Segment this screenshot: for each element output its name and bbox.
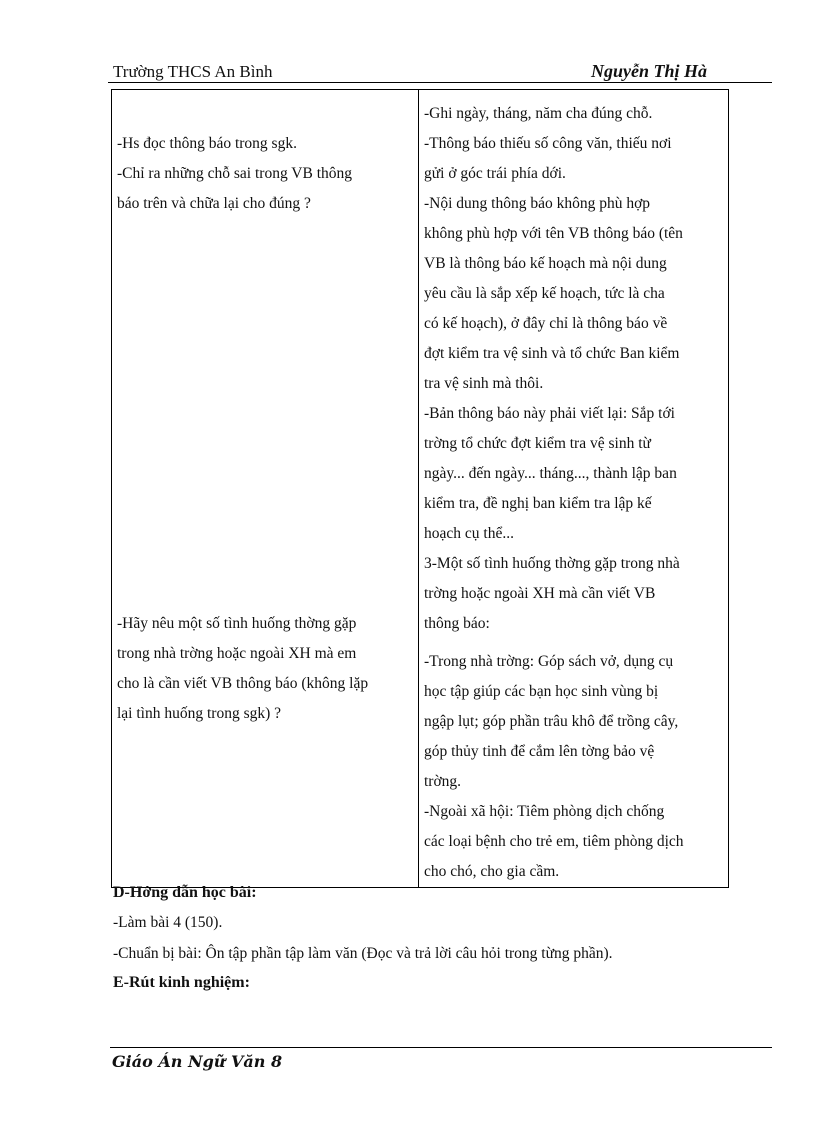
right-line: yêu cầu là sắp xếp kế hoạch, tức là cha — [424, 285, 665, 302]
left-line: -Chỉ ra những chỗ sai trong VB thông — [117, 165, 352, 182]
section-d-item: -Làm bài 4 (150). — [113, 914, 223, 931]
right-line: kiểm tra, đề nghị ban kiểm tra lập kế — [424, 495, 652, 512]
right-line: -Nội dung thông báo không phù hợp — [424, 195, 651, 212]
right-line: thông báo: — [424, 615, 490, 632]
page-footer: Giáo Án Ngữ Văn 8 — [112, 1052, 283, 1071]
right-line: -Bản thông báo này phải viết lại: Sắp tới — [424, 405, 675, 422]
left-line: trong nhà trờng hoặc ngoài XH mà em — [117, 645, 357, 662]
right-line: -Thông báo thiếu số công văn, thiếu nơi — [424, 135, 672, 152]
page-header — [113, 52, 707, 82]
right-line: không phù hợp với tên VB thông báo (tên — [424, 225, 683, 242]
right-line: hoạch cụ thể... — [424, 525, 514, 542]
left-line: lại tình huống trong sgk) ? — [117, 705, 282, 722]
left-line: -Hãy nêu một số tình huống thờng gặp — [117, 615, 357, 632]
left-line: cho là cần viết VB thông báo (không lặp — [117, 675, 369, 692]
section-d-title: D-Hớng dẫn học bài: — [113, 884, 257, 901]
right-line: -Trong nhà trờng: Góp sách vở, dụng cụ — [424, 653, 674, 670]
right-line: các loại bệnh cho trẻ em, tiêm phòng dịch — [424, 833, 684, 850]
table-row — [112, 90, 729, 888]
left-spacer-top — [117, 99, 412, 129]
right-line: góp thủy tinh để cắm lên tờng bảo vệ — [424, 743, 655, 760]
right-line: đợt kiểm tra vệ sinh và tổ chức Ban kiểm — [424, 345, 680, 362]
author-name: Nguyễn Thị Hà — [590, 61, 707, 81]
footer-divider — [110, 1047, 772, 1048]
right-line: trờng tổ chức đợt kiểm tra vệ sinh từ — [424, 435, 651, 452]
right-line: gửi ở góc trái phía dới. — [424, 165, 566, 182]
teacher-activity-cell — [112, 90, 419, 888]
right-line: ngập lụt; góp phần trâu khô để trồng cây, — [424, 713, 679, 730]
header-divider — [108, 82, 772, 83]
section-e-title: E-Rút kinh nghiệm: — [113, 974, 250, 991]
lesson-table — [111, 89, 729, 888]
right-line: học tập giúp các bạn học sinh vùng bị — [424, 683, 659, 700]
left-line: -Hs đọc thông báo trong sgk. — [117, 135, 297, 152]
right-line: tra vệ sinh mà thôi. — [424, 375, 544, 392]
school-name: Trường THCS An Bình — [113, 62, 273, 81]
right-line: trờng. — [424, 773, 462, 790]
section-d-item: -Chuẩn bị bài: Ôn tập phần tập làm văn (Đọc và trả lời câu hỏi trong từng phần). — [113, 945, 613, 962]
right-line: cho chó, cho gia cầm. — [424, 863, 560, 880]
content-cell — [419, 90, 729, 888]
right-line: -Ngoài xã hội: Tiêm phòng dịch chống — [424, 803, 665, 820]
right-line: -Ghi ngày, tháng, năm cha đúng chỗ. — [424, 105, 653, 122]
right-line: VB là thông báo kế hoạch mà nội dung — [424, 255, 667, 272]
left-spacer-mid — [117, 219, 412, 609]
right-line: ngày... đến ngày... tháng..., thành lập ban — [424, 465, 677, 482]
right-line: có kế hoạch), ở đây chỉ là thông báo về — [424, 315, 668, 332]
right-line: 3-Một số tình huống thờng gặp trong nhà — [424, 555, 680, 572]
right-line: trờng hoặc ngoài XH mà cần viết VB — [424, 585, 656, 602]
left-line: báo trên và chữa lại cho đúng ? — [117, 195, 311, 212]
